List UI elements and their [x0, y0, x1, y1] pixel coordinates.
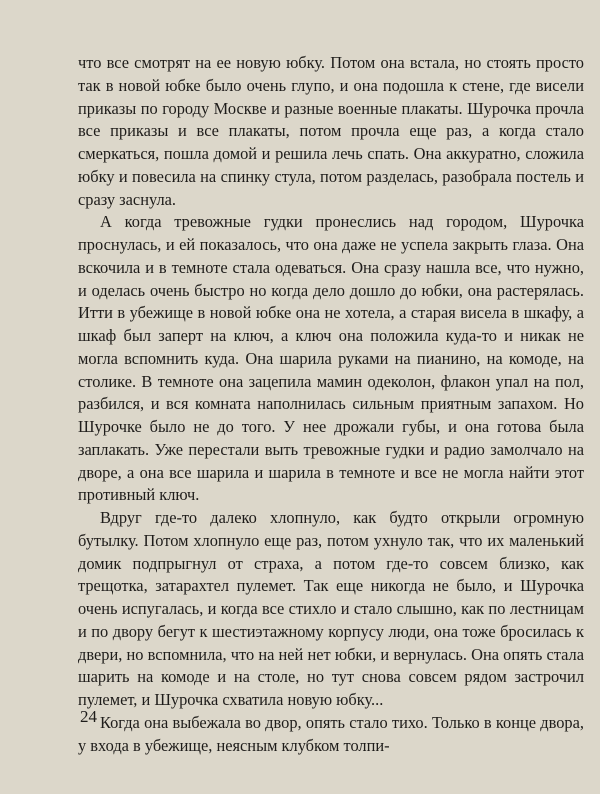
paragraph-courtyard: Когда она выбежала во двор, опять стало тихо. Только в конце двора, у входа в убежище, неясным клубком толпи- — [78, 712, 584, 755]
page-body-text — [78, 52, 584, 757]
page-number: 24 — [80, 707, 97, 726]
paragraph-air-raid-sirens: А когда тревожные гудки пронеслись над городом, Шурочка проснулась, и ей показалось, что она даже не успела закрыть глаза. Она вскочила и в темноте стала одеваться. Она сразу нашла все, что нужно, и оделась очень быстро но когда дело дошло до юбки, она растерялась. Итти в убежище в новой юбке она не хотела, а старая висела в шкафу, а шкаф был заперт на ключ, а ключ она положила куда-то и никак не могла вспомнить куда. Она шарила руками на пианино, на комоде, на столике. В темноте она зацепила мамин одеколон, флакон упал на пол, разбился, и вся комната наполнилась сильным приятным запахом. Но Шурочке было не до того. У нее дрожали губы, и она готова была заплакать. Уже перестали выть тревожные гудки и радио замолчало на дворе, а она все шарила и шарила в темноте и все не могла найти этот противный ключ. — [78, 212, 584, 505]
paragraph-explosions: Вдруг где-то далеко хлопнуло, как будто открыли огромную бутылку. Потом хлопнуло еще раз, потом ухнуло так, что их маленький домик подпрыгнул от страха, а потом где-то совсем близко, как трещотка, затарахтел пулемет. Так еще никогда не было, и Шурочка очень испугалась, и когда все стихло и стало слышно, как по лестницам и по двору бегут к шестиэтажному корпусу люди, она тоже бросилась к двери, но вспомнила, что на ней нет юбки, и вернулась. Она опять стала шарить на комоде и на столе, но тут снова совсем рядом застрочил пулемет, и Шурочка схватила новую юбку... — [78, 508, 584, 709]
paragraph-continuation: что все смотрят на ее новую юбку. Потом она встала, но стоять просто так в новой юбке было очень глупо, и она подошла к стене, где висели приказы по городу Москве и разные военные плакаты. Шурочка прочла все приказы и все плакаты, потом прочла еще раз, а когда стало смеркаться, пошла домой и решила лечь спать. Она аккуратно, сложила юбку и повесила на спинку стула, потом разделась, разобрала постель и сразу заснула. — [78, 53, 584, 209]
